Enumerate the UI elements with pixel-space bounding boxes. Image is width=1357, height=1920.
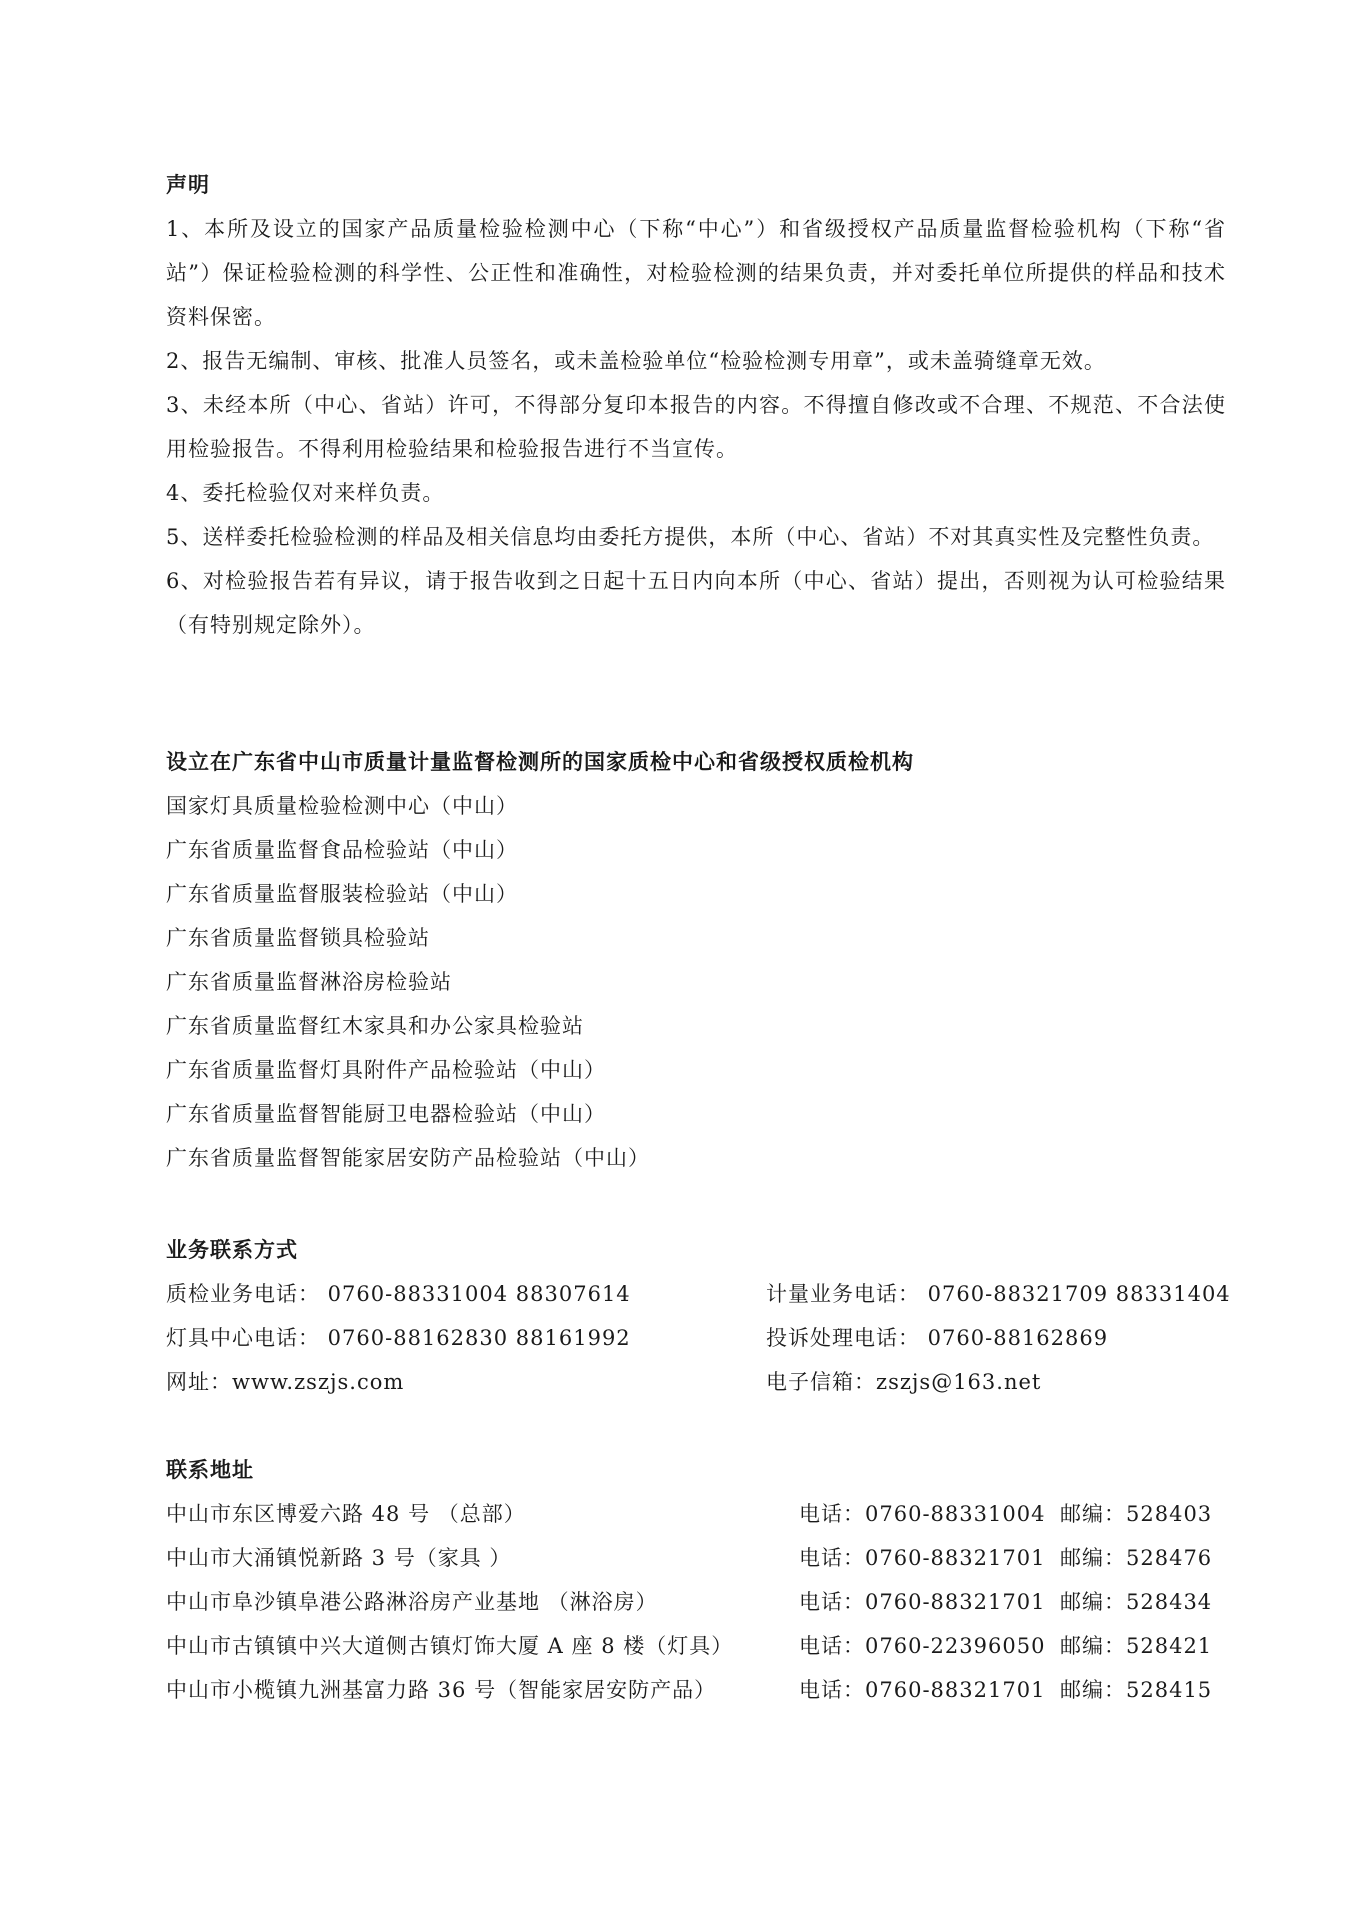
statement-item-3: 3、未经本所（中心、省站）许可，不得部分复印本报告的内容。不得擅自修改或不合理、不规范、不合法使用检验报告。不得利用检验结果和检验报告进行不当宣传。: [166, 393, 1226, 461]
institution-item: 广东省质量监督淋浴房检验站: [166, 970, 452, 994]
institution-item: 广东省质量监督锁具检验站: [166, 926, 430, 950]
statement-item-6: 6、对检验报告若有异议，请于报告收到之日起十五日内向本所（中心、省站）提出，否则视为认可检验结果（有特别规定除外）。: [166, 569, 1226, 637]
institution-item: 广东省质量监督智能厨卫电器检验站（中山）: [166, 1102, 606, 1126]
institutions-section: [166, 740, 1226, 1180]
address-title: 联系地址: [166, 1458, 254, 1482]
contact-phone-qc: 质检业务电话： 0760-88331004 88307614: [166, 1282, 631, 1306]
contact-phone-lighting: 灯具中心电话： 0760-88162830 88161992: [166, 1326, 631, 1350]
institution-item: 广东省质量监督灯具附件产品检验站（中山）: [166, 1058, 606, 1082]
address-zip: 邮编：528434: [1060, 1590, 1213, 1614]
address-zip: 邮编：528421: [1060, 1634, 1213, 1658]
address-row: [166, 1580, 1226, 1624]
address-phone: 电话：0760-88321701: [799, 1678, 1046, 1702]
address-text: 中山市阜沙镇阜港公路淋浴房产业基地 （淋浴房）: [166, 1590, 658, 1614]
contact-section: [166, 1228, 1231, 1404]
contact-title: 业务联系方式: [166, 1238, 298, 1262]
statement-title: 声明: [166, 173, 210, 197]
contact-phone-complaint: 投诉处理电话： 0760-88162869: [766, 1326, 1109, 1350]
address-zip: 邮编：528476: [1060, 1546, 1213, 1570]
address-phone: 电话：0760-88331004: [799, 1502, 1046, 1526]
address-row: [166, 1624, 1226, 1668]
address-section: [166, 1448, 1226, 1712]
statement-item-4: 4、委托检验仅对来样负责。: [166, 481, 445, 505]
address-row: [166, 1668, 1226, 1712]
contact-row: [166, 1272, 1231, 1316]
address-zip: 邮编：528415: [1060, 1678, 1213, 1702]
contact-email: 电子信箱：zszjs@163.net: [766, 1370, 1042, 1394]
institution-item: 广东省质量监督食品检验站（中山）: [166, 838, 518, 862]
address-zip: 邮编：528403: [1060, 1502, 1213, 1526]
institutions-title: 设立在广东省中山市质量计量监督检测所的国家质检中心和省级授权质检机构: [166, 750, 914, 774]
contact-phone-metrology: 计量业务电话： 0760-88321709 88331404: [766, 1282, 1231, 1306]
statement-section: [166, 163, 1226, 647]
address-text: 中山市小榄镇九洲基富力路 36 号（智能家居安防产品）: [166, 1678, 717, 1702]
institution-item: 广东省质量监督智能家居安防产品检验站（中山）: [166, 1146, 650, 1170]
statement-item-5: 5、送样委托检验检测的样品及相关信息均由委托方提供，本所（中心、省站）不对其真实性及完整性负责。: [166, 525, 1215, 549]
statement-item-1: 1、本所及设立的国家产品质量检验检测中心（下称“中心”）和省级授权产品质量监督检验机构（下称“省站”）保证检验检测的科学性、公正性和准确性，对检验检测的结果负责，并对委托单位所提供的样品和技术资料保密。: [166, 217, 1226, 329]
contact-row: [166, 1360, 1226, 1404]
institution-item: 广东省质量监督服装检验站（中山）: [166, 882, 518, 906]
address-phone: 电话：0760-22396050: [799, 1634, 1046, 1658]
address-phone: 电话：0760-88321701: [799, 1546, 1046, 1570]
statement-item-2: 2、报告无编制、审核、批准人员签名，或未盖检验单位“检验检测专用章”，或未盖骑缝章无效。: [166, 349, 1106, 373]
address-row: [166, 1492, 1226, 1536]
address-text: 中山市古镇镇中兴大道侧古镇灯饰大厦 A 座 8 楼（灯具）: [166, 1634, 734, 1658]
contact-row: [166, 1316, 1226, 1360]
institution-item: 国家灯具质量检验检测中心（中山）: [166, 794, 518, 818]
address-text: 中山市东区博爱六路 48 号 （总部）: [166, 1502, 526, 1526]
institution-item: 广东省质量监督红木家具和办公家具检验站: [166, 1014, 584, 1038]
contact-website: 网址：www.zszjs.com: [166, 1370, 405, 1394]
address-phone: 电话：0760-88321701: [799, 1590, 1046, 1614]
address-text: 中山市大涌镇悦新路 3 号（家具 ）: [166, 1546, 512, 1570]
address-row: [166, 1536, 1226, 1580]
